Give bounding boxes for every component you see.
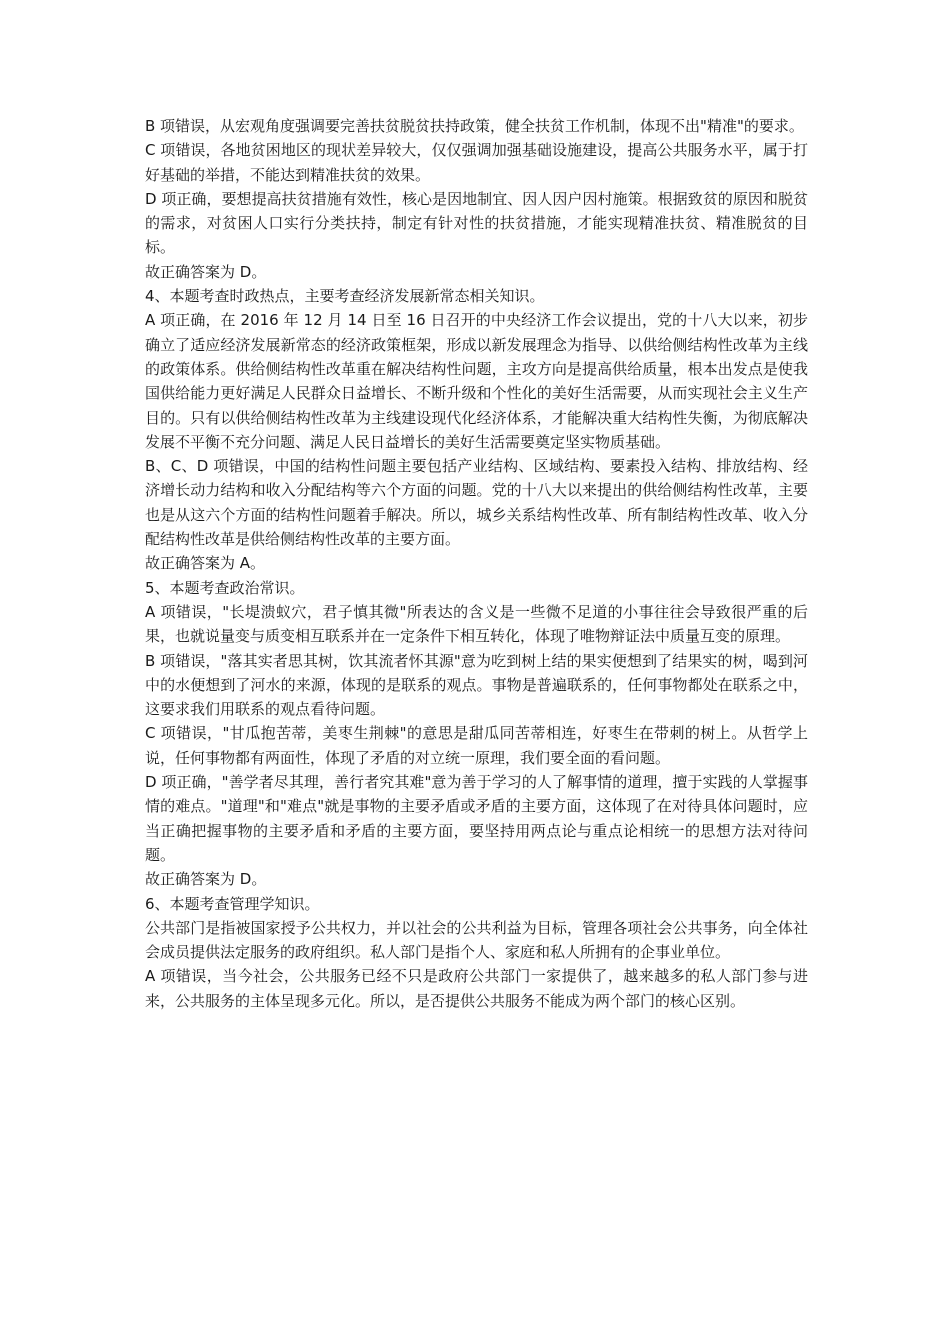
- paragraph-c-wrong-infrastructure: C 项错误，各地贫困地区的现状差异较大，仅仅强调加强基础设施建设，提高公共服务水平，属于打好基础的举措，不能达到精准扶贫的效果。: [145, 141, 808, 184]
- paragraph-q5-d-correct: D 项正确，"善学者尽其理，善行者究其难"意为善于学习的人了解事情的道理，擅于实践的人掌握事情的难点。"道理"和"难点"就是事物的主要矛盾或矛盾的主要方面，这体现了在对待具体问题时，应当正确把握事物的主要矛盾和矛盾的主要方面，要坚持用两点论与重点论相统一的思想方法对待问题。: [145, 773, 808, 864]
- paragraph-q4-bcd-wrong: B、C、D 项错误，中国的结构性问题主要包括产业结构、区域结构、要素投入结构、排放结构、经济增长动力结构和收入分配结构等六个方面的问题。党的十八大以来提出的供给侧结构性改革，主要也是从这六个方面的结构性问题着手解决。所以，城乡关系结构性改革、所有制结构性改革、收入分配结构性改革是供给侧结构性改革的主要方面。: [145, 457, 808, 549]
- question-5-heading: 5、本题考查政治常识。: [145, 578, 305, 597]
- paragraph-b-wrong-macro: B 项错误，从宏观角度强调要完善扶贫脱贫扶持政策，健全扶贫工作机制，体现不出"精准"的要求。: [145, 117, 804, 135]
- question-6-heading: 6、本题考查管理学知识。: [145, 894, 320, 913]
- answer-q4: 故正确答案为 A。: [145, 554, 266, 573]
- paragraph-q6-definition: 公共部门是指被国家授予公共权力，并以社会的公共利益为目标，管理各项社会公共事务，向全体社会成员提供法定服务的政府组织。私人部门是指个人、家庭和私人所拥有的企事业单位。: [145, 918, 808, 962]
- answer-q3: 故正确答案为 D。: [145, 262, 267, 281]
- document-body: [145, 114, 808, 1013]
- paragraph-q5-a-wrong: A 项错误，"长堤溃蚁穴，君子慎其微"所表达的含义是一些微不足道的小事往往会导致很严重的后果，也就说量变与质变相互联系并在一定条件下相互转化，体现了唯物辩证法中质量互变的原理。: [145, 602, 808, 646]
- paragraph-q4-a-correct: A 项正确，在 2016 年 12 月 14 日至 16 日召开的中央经济工作会议提出，党的十八大以来，初步确立了适应经济发展新常态的经济政策框架，形成以新发展理念为指导、以供给侧结构性改革为主线的政策体系。供给侧结构性改革重在解决结构性问题，主攻方向是提高供给质量，根本出发点是使我国供给能力更好满足人民群众日益增长、不断升级和个性化的美好生活需要，从而实现社会主义生产目的。只有以供给侧结构性改革为主线建设现代化经济体系，才能解决重大结构性失衡，为彻底解决发展不平衡不充分问题、满足人民日益增长的美好生活需要奠定坚实物质基础。: [145, 311, 808, 451]
- question-4-heading: 4、本题考查时政热点，主要考查经济发展新常态相关知识。: [145, 287, 545, 306]
- answer-q5: 故正确答案为 D。: [145, 870, 267, 889]
- paragraph-q5-b-wrong: B 项错误，"落其实者思其树，饮其流者怀其源"意为吃到树上结的果实便想到了结果实的树，喝到河中的水便想到了河水的来源，体现的是联系的观点。事物是普遍联系的，任何事物都处在联系之中，这要求我们用联系的观点看待问题。: [145, 651, 808, 719]
- paragraph-q5-c-wrong: C 项错误，"甘瓜抱苦蒂，美枣生荆棘"的意思是甜瓜同苦蒂相连，好枣生在带刺的树上。从哲学上说，任何事物都有两面性，体现了矛盾的对立统一原理，我们要全面的看问题。: [145, 724, 808, 767]
- paragraph-d-correct-targeted: D 项正确，要想提高扶贫措施有效性，核心是因地制宜、因人因户因村施策。根据致贫的原因和脱贫的需求，对贫困人口实行分类扶持，制定有针对性的扶贫措施，才能实现精准扶贫、精准脱贫的目标。: [145, 189, 808, 257]
- paragraph-q6-a-wrong: A 项错误，当今社会，公共服务已经不只是政府公共部门一家提供了，越来越多的私人部门参与进来，公共服务的主体呈现多元化。所以，是否提供公共服务不能成为两个部门的核心区别。: [145, 967, 808, 1010]
